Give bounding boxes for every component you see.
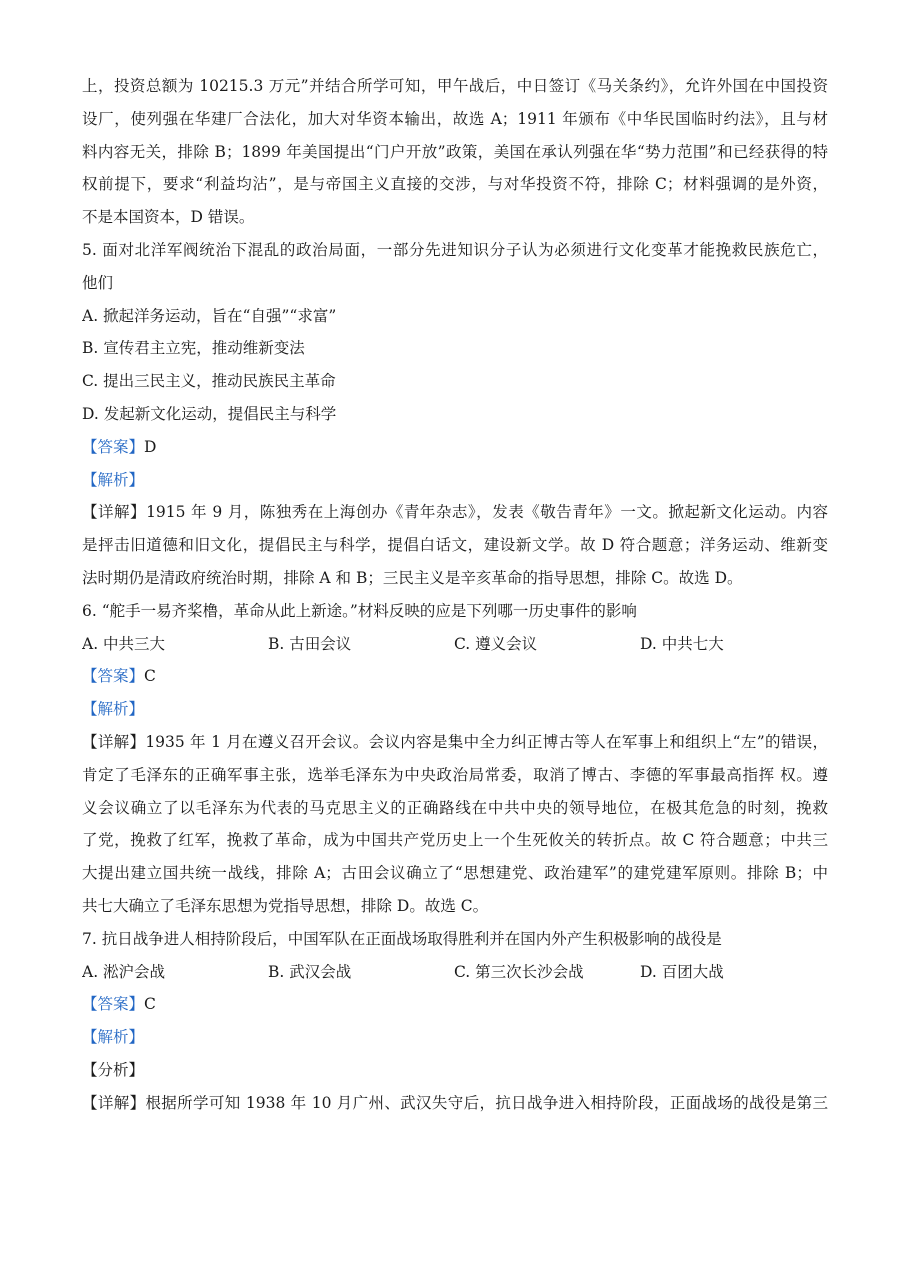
q7-option-b: B. 武汉会战 (268, 962, 352, 981)
q4-analysis-line: 料内容无关，排除 B；1899 年美国提出“门户开放”政策，美国在承认列强在华“势力范围”和已经获得的特 (82, 142, 828, 161)
q7-option-a: A. 淞沪会战 (82, 962, 166, 981)
q5-option-a: A. 掀起洋务运动，旨在“自强”“求富” (82, 306, 337, 325)
q5-answer (82, 431, 828, 464)
q5-detail-line: 法时期仍是清政府统治时期，排除 A 和 B；三民主义是辛亥革命的指导思想，排除 C。故选 D。 (82, 568, 743, 587)
detail-text: 1935 年 1 月在遵义召开会议。会议内容是集中全力纠正博古等人在军事上和组织上“左”的错误， (145, 732, 828, 751)
answer-value: C (144, 995, 156, 1014)
answer-tag: 【答案】 (82, 995, 145, 1014)
q6-detail-line (82, 726, 828, 759)
q5-detail-line: 是抨击旧道德和旧文化，提倡民主与科学，提倡白话文，建设新文学。故 D 符合题意；洋务运动、维新变 (82, 536, 828, 555)
q6-detail-line: 大提出建立国共统一战线，排除 A；古田会议确立了“思想建党、政治建军”的建党建军原则。排除 B；中 (82, 864, 828, 883)
q5-detail-line (82, 496, 828, 529)
q5-analysis-tag: 【解析】 (82, 470, 145, 489)
q7-option-d: D. 百团大战 (640, 962, 724, 981)
q7-options (82, 956, 828, 989)
document-page (82, 70, 828, 1120)
q5-stem: 5. 面对北洋军阀统治下混乱的政治局面，一部分先进知识分子认为必须进行文化变革才能挽救民族危亡， (82, 240, 828, 259)
q7-analyze-tag: 【分析】 (82, 1060, 145, 1079)
answer-tag: 【答案】 (82, 437, 145, 456)
q4-analysis-line: 上，投资总额为 10215.3 万元”并结合所学可知，甲午战后，中日签订《马关条约》，允许外国在中国投资 (82, 77, 828, 95)
q5-option-c: C. 提出三民主义，推动民族民主革命 (82, 372, 336, 391)
q6-detail-line: 肯定了毛泽东的正确军事主张，选举毛泽东为中央政治局常委，取消了博古、李德的军事最高指挥 权。遵 (82, 765, 828, 784)
q6-option-c: C. 遵义会议 (454, 634, 538, 653)
detail-text: 1915 年 9 月，陈独秀在上海创办《青年杂志》，发表《敬告青年》一文。掀起新文化运动。内容 (146, 503, 828, 522)
q6-option-b: B. 古田会议 (268, 634, 352, 653)
q7-detail-line (82, 1087, 828, 1120)
q6-option-a: A. 中共三大 (82, 634, 166, 653)
answer-tag: 【答案】 (82, 667, 145, 686)
detail-text: 根据所学可知 1938 年 10 月广州、武汉失守后，抗日战争进入相持阶段，正面战场的战役是第三 (145, 1093, 828, 1112)
q6-stem: 6. “舵手一易齐桨橹，革命从此上新途。”材料反映的应是下列哪一历史事件的影响 (82, 601, 637, 620)
q6-options (82, 628, 828, 661)
q7-analysis-tag: 【解析】 (82, 1028, 145, 1047)
q7-stem: 7. 抗日战争进人相持阶段后，中国军队在正面战场取得胜利并在国内外产生积极影响的战役是 (82, 929, 722, 948)
q6-detail-line: 义会议确立了以毛泽东为代表的马克思主义的正确路线在中共中央的领导地位，在极其危急的时刻，挽救 (82, 798, 828, 817)
detail-tag: 【详解】 (82, 1093, 146, 1112)
q6-detail-line: 了党，挽救了红军，挽救了革命，成为中国共产党历史上一个生死攸关的转折点。故 C 符合题意；中共三 (82, 831, 828, 850)
q6-detail-line: 共七大确立了毛泽东思想为党指导思想，排除 D。故选 C。 (82, 896, 489, 915)
q5-option-b: B. 宣传君主立宪，推动维新变法 (82, 339, 305, 358)
q5-option-d: D. 发起新文化运动，提倡民主与科学 (82, 404, 337, 423)
answer-value: C (144, 667, 156, 686)
detail-tag: 【详解】 (82, 732, 146, 751)
q4-analysis-line: 设厂，使列强在华建厂合法化，加大对华资本输出，故选 A；1911 年颁布《中华民国临时约法》，且与材 (82, 109, 828, 128)
q5-stem: 他们 (82, 273, 114, 292)
q4-analysis-line: 权前提下，要求“利益均沾”，是与帝国主义直接的交涉，与对华投资不符，排除 C；材料强调的是外资， (82, 175, 828, 194)
q6-option-d: D. 中共七大 (640, 634, 724, 653)
q4-analysis-line: 不是本国资本，D 错误。 (82, 208, 255, 227)
q7-answer (82, 988, 828, 1021)
detail-tag: 【详解】 (82, 503, 147, 522)
answer-value: D (144, 437, 157, 456)
q6-analysis-tag: 【解析】 (82, 700, 145, 719)
q7-option-c: C. 第三次长沙会战 (454, 962, 584, 981)
q6-answer (82, 660, 828, 693)
